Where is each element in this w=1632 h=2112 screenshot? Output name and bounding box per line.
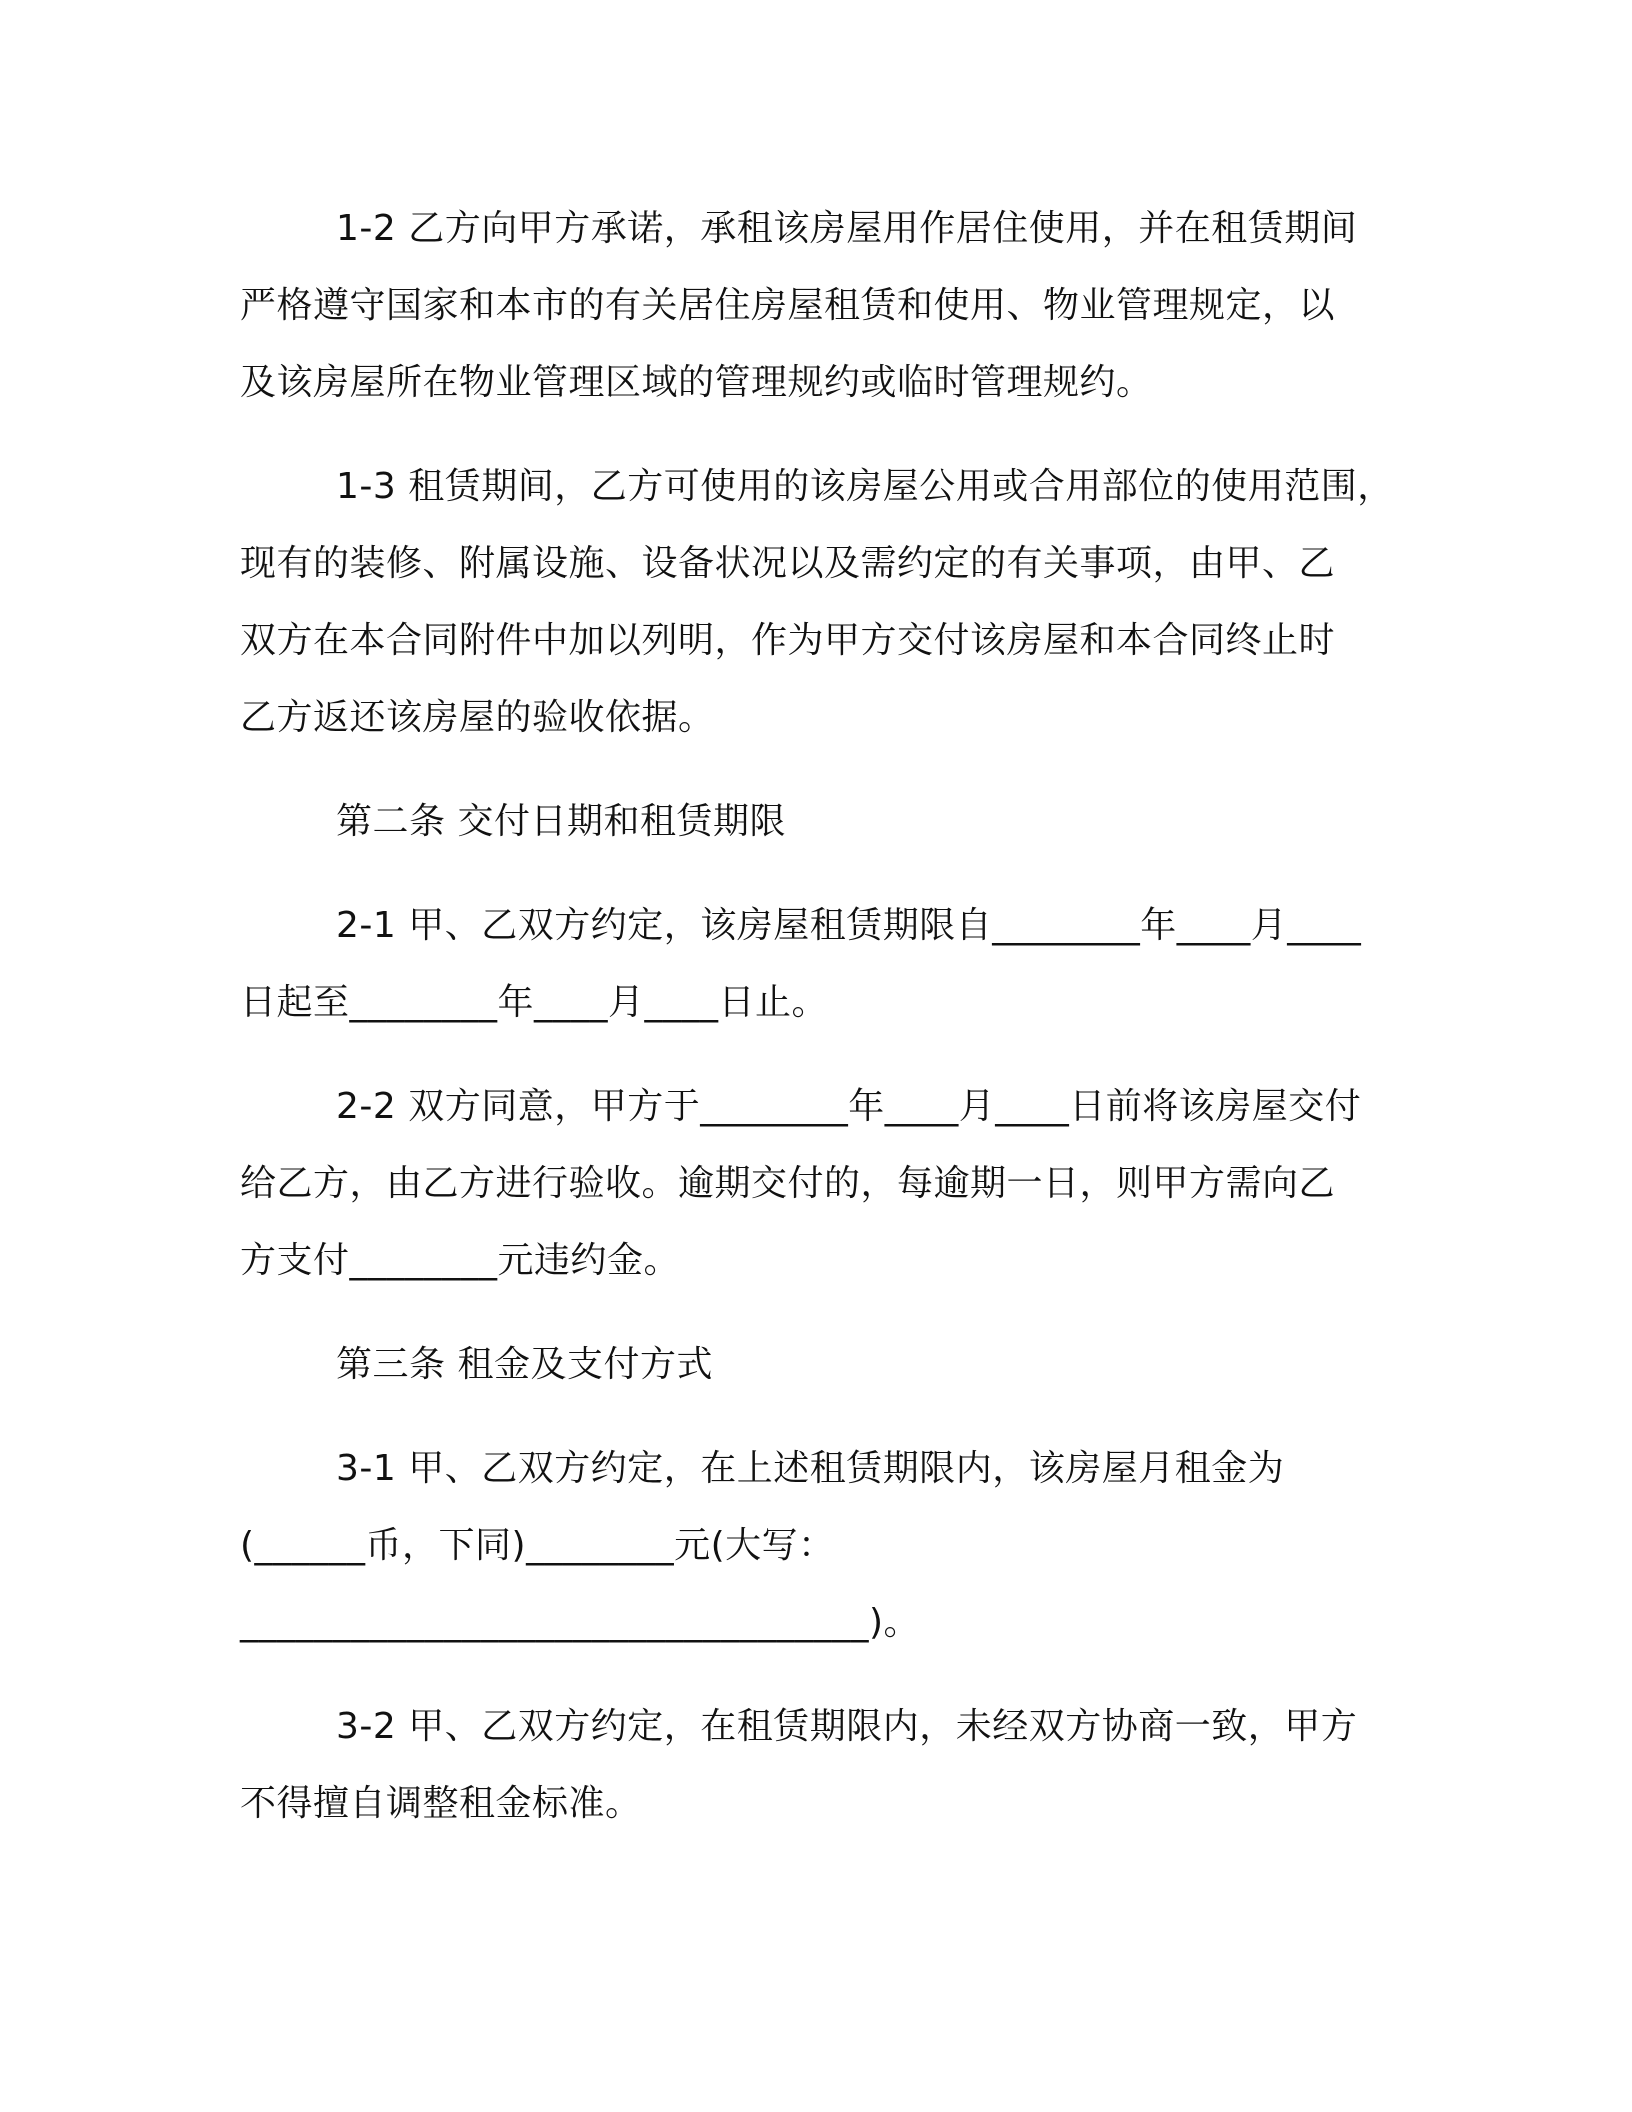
clause-1-3-line-1: 1-3 租赁期间，乙方可使用的该房屋公用或合用部位的使用范围， <box>336 466 1394 507</box>
clause-3-1-line-1: 3-1 甲、乙双方约定，在上述租赁期限内，该房屋月租金为 <box>336 1448 1285 1489</box>
clause-3-1 <box>240 1430 1400 1661</box>
clause-1-2-line-2: 严格遵守国家和本市的有关居住房屋租赁和使用、物业管理规定，以 <box>240 285 1336 326</box>
document-body <box>240 190 1400 1869</box>
clause-1-2-line-3: 及该房屋所在物业管理区域的管理规约或临时管理规约。 <box>240 362 1153 403</box>
clause-2-1-line-1: 2-1 甲、乙双方约定，该房屋租赁期限自________年____月____ <box>336 905 1362 946</box>
article-2-heading: 第二条 交付日期和租赁期限 <box>336 801 786 842</box>
clause-1-2-line-1: 1-2 乙方向甲方承诺，承租该房屋用作居住使用，并在租赁期间 <box>336 208 1358 249</box>
clause-2-1-line-2: 日起至________年____月____日止。 <box>240 982 829 1023</box>
clause-2-2 <box>240 1068 1400 1299</box>
clause-3-1-line-3: __________________________________)。 <box>240 1602 921 1643</box>
clause-3-2-line-1: 3-2 甲、乙双方约定，在租赁期限内，未经双方协商一致，甲方 <box>336 1706 1358 1747</box>
clause-1-3-line-3: 双方在本合同附件中加以列明，作为甲方交付该房屋和本合同终止时 <box>240 620 1336 661</box>
clause-2-2-line-1: 2-2 双方同意，甲方于________年____月____日前将该房屋交付 <box>336 1086 1362 1127</box>
clause-2-2-line-3: 方支付________元违约金。 <box>240 1240 681 1281</box>
clause-3-1-line-2: (______币，下同)________元(大写： <box>240 1525 835 1566</box>
clause-1-3-line-2: 现有的装修、附属设施、设备状况以及需约定的有关事项，由甲、乙 <box>240 543 1336 584</box>
clause-1-3-line-4: 乙方返还该房屋的验收依据。 <box>240 697 715 738</box>
clause-2-2-line-2: 给乙方，由乙方进行验收。逾期交付的，每逾期一日，则甲方需向乙 <box>240 1163 1336 1204</box>
clause-1-3 <box>240 448 1400 756</box>
clause-2-1 <box>240 887 1400 1041</box>
clause-3-2-line-2: 不得擅自调整租金标准。 <box>240 1783 642 1824</box>
clause-3-2 <box>240 1688 1400 1842</box>
article-3-heading: 第三条 租金及支付方式 <box>336 1344 713 1385</box>
clause-1-2 <box>240 190 1400 421</box>
